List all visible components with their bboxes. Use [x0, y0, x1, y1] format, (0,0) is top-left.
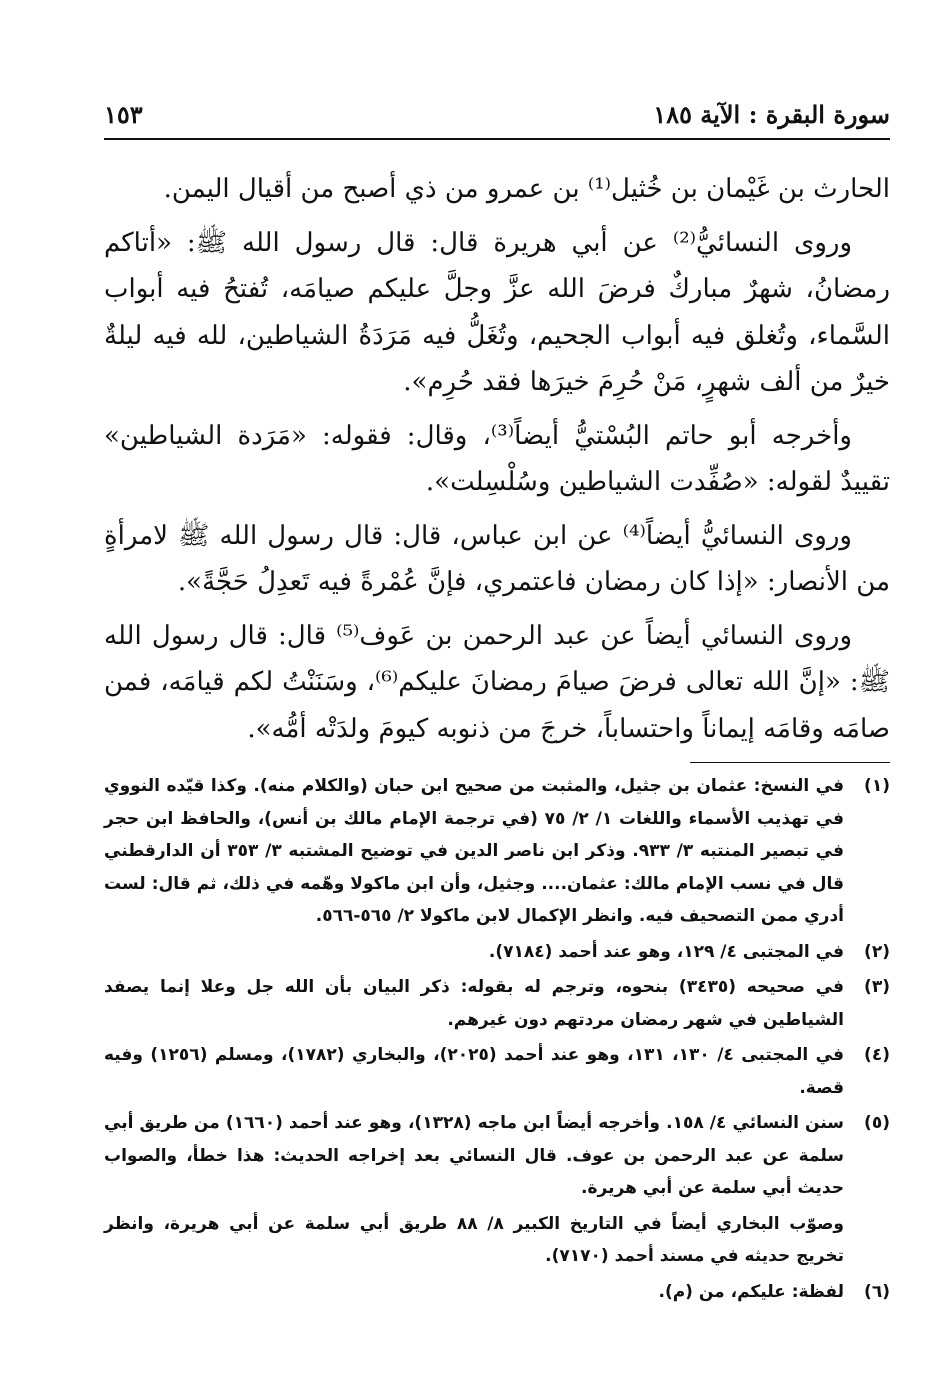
footnote [104, 770, 890, 933]
footnote-number: (٣) [864, 977, 890, 997]
running-head [104, 94, 890, 134]
footnote [104, 1107, 890, 1205]
paragraph: الحارث بن غَيْمان بن خُثيل⁽¹⁾ بن عمرو من ذي أصبح من أقيال اليمن. [163, 174, 890, 204]
footnote [104, 1039, 890, 1104]
header-rule [104, 138, 890, 140]
footnote-number: (٥) [864, 1113, 890, 1133]
footnote-text: في صحيحه (٣٤٣٥) بنحوه، وترجم له بقوله: ذكر البيان بأن الله جل وعلا إنما يصفد الشياطين في شهر رمضان مردتهم دون غيرهم. [104, 977, 845, 1030]
paragraph: وروى النسائي أيضاً عن عبد الرحمن بن عَوف⁽⁵⁾ قال: قال رسول الله ﷺ: «إنَّ الله تعالى فرضَ صيامَ رمضانَ عليكم⁽⁶⁾، وسَنَنْتُ لكم قيامَه، فمن صامَه وقامَه إيماناً واحتساباً، خرجَ من ذنوبه كيومَ ولدَتْه أمُّه». [104, 620, 890, 744]
footnotes [104, 770, 890, 1311]
paragraph: وأخرجه أبو حاتم البُسْتيُّ أيضاً⁽³⁾، وقال: فقوله: «مَرَدة الشياطين» تقييدٌ لقوله: «صُفِّدت الشياطين وسُلْسِلت». [104, 420, 890, 497]
footnote [104, 971, 890, 1036]
footnote-text: سنن النسائي ٤/ ١٥٨. وأخرجه أيضاً ابن ماجه (١٣٢٨)، وهو عند أحمد (١٦٦٠) من طريق أبي سلمة عن عبد الرحمن بن عوف. قال النسائي بعد إخراجه الحديث: هذا خطأ، والصواب حديث أبي سلمة عن أبي هريرة. [104, 1113, 844, 1198]
footnote-rule [690, 762, 890, 763]
footnote-number: (٤) [864, 1045, 890, 1065]
footnote-text: في المجتبى ٤/ ١٣٠، ١٣١، وهو عند أحمد (٢٠٢٥)، والبخاري (١٧٨٢)، ومسلم (١٢٥٦) وفيه قصة. [104, 1045, 844, 1098]
footnote-text: في النسخ: عثمان بن جثيل، والمثبت من صحيح ابن حبان (والكلام منه). وكذا قيّده النووي في تهذيب الأسماء واللغات ١/ ٢/ ٧٥ (في ترجمة الإمام مالك بن أنس)، والحافظ ابن حجر في تبصير المنتبه ٣/ ٩٣٣. وذكر ابن ناصر الدين في توضيح المشتبه ٣/ ٣٥٣ أن الدارقطني قال في نسب الإمام مالك: عثمان.... وجثيل، وأن ابن ماكولا وهّمه في ذلك، ثم قال: لست أدري ممن التصحيف فيه. وانظر الإكمال لابن ماكولا ٢/ ٥٦٥-٥٦٦. [104, 776, 844, 926]
footnote-number: (٦) [864, 1281, 890, 1302]
page-number: ١٥٣ [104, 99, 143, 129]
footnote [104, 1276, 890, 1309]
footnote-text: لفظة: عليكم، من (م). [658, 1281, 844, 1302]
paragraph: وروى النسائيُّ⁽²⁾ عن أبي هريرة قال: قال رسول الله ﷺ: «أتاكم رمضانُ، شهرٌ مباركٌ فرضَ الله عزَّ وجلَّ عليكم صيامَه، تُفتحُ فيه أبواب السَّماء، وتُغلق فيه أبواب الجحيم، وتُغَلُّ فيه مَرَدَةُ الشياطين، لله فيه ليلةٌ خيرٌ من ألف شهرٍ، مَنْ حُرِمَ خيرَها فقد حُرِم». [104, 227, 890, 397]
paragraph: وروى النسائيُّ أيضاً⁽⁴⁾ عن ابن عباس، قال: قال رسول الله ﷺ لامرأةٍ من الأنصار: «إذا كان رمضان فاعتمري، فإنَّ عُمْرةً فيه تَعدِلُ حَجَّةً». [104, 520, 890, 597]
page-header-title: سورة البقرة : الآية ١٨٥ [653, 99, 890, 129]
footnote-continuation: وصوّب البخاري أيضاً في التاريخ الكبير ٨/ ٨٨ طريق أبي سلمة عن أبي هريرة، وانظر تخريج حديثه في مسند أحمد (٧١٧٠). [104, 1213, 844, 1266]
footnote [104, 936, 890, 969]
main-text [104, 166, 890, 759]
footnote-text: في المجتبى ٤/ ١٢٩، وهو عند أحمد (٧١٨٤). [488, 941, 844, 962]
footnote-number: (٢) [864, 941, 890, 962]
footnote-number: (١) [864, 776, 890, 796]
